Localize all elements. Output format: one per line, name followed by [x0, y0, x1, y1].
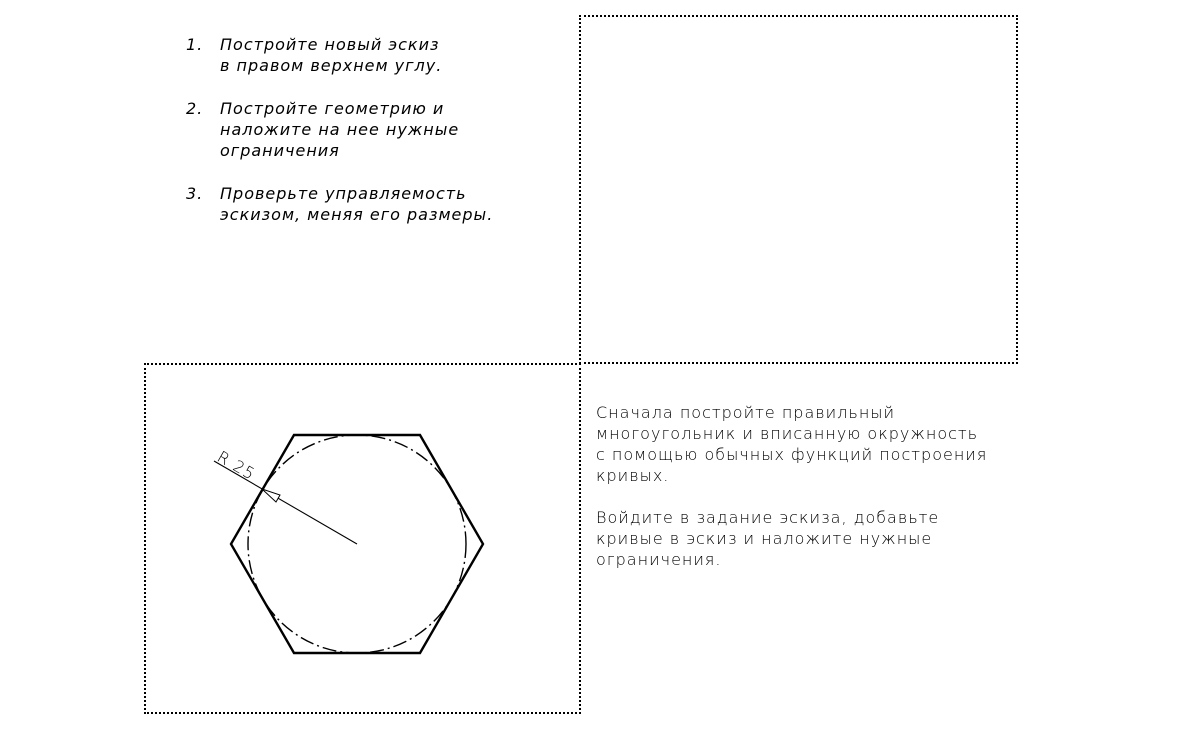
- instruction-number: 3.: [186, 184, 204, 203]
- note-line: кривые в эскиз и наложите нужные: [596, 529, 933, 548]
- note-line: Войдите в задание эскиза, добавьте: [596, 508, 940, 527]
- radius-dimension-label[interactable]: R 25: [214, 447, 259, 484]
- note-line: кривых.: [596, 466, 670, 485]
- instruction-note: [596, 402, 1016, 591]
- note-paragraph-1: [596, 402, 1016, 486]
- note-line: многоугольник и вписанную окружность: [596, 424, 979, 443]
- note-line: с помощью обычных функций построения: [596, 445, 988, 464]
- instruction-line: в правом верхнем углу.: [220, 56, 443, 75]
- instruction-line: Проверьте управляемость: [220, 184, 467, 203]
- instruction-number: 2.: [186, 99, 204, 118]
- instruction-line: ограничения: [220, 141, 340, 160]
- instruction-number: 1.: [186, 35, 204, 54]
- instruction-line: Постройте новый эскиз: [220, 35, 440, 54]
- instruction-line: наложите на нее нужные: [220, 120, 460, 139]
- note-paragraph-2: [596, 507, 1016, 570]
- note-line: Сначала постройте правильный: [596, 403, 896, 422]
- instruction-line: Постройте геометрию и: [220, 99, 445, 118]
- note-line: ограничения.: [596, 550, 722, 569]
- instruction-line: эскизом, меняя его размеры.: [220, 205, 494, 224]
- radius-arrowhead: [262, 489, 280, 502]
